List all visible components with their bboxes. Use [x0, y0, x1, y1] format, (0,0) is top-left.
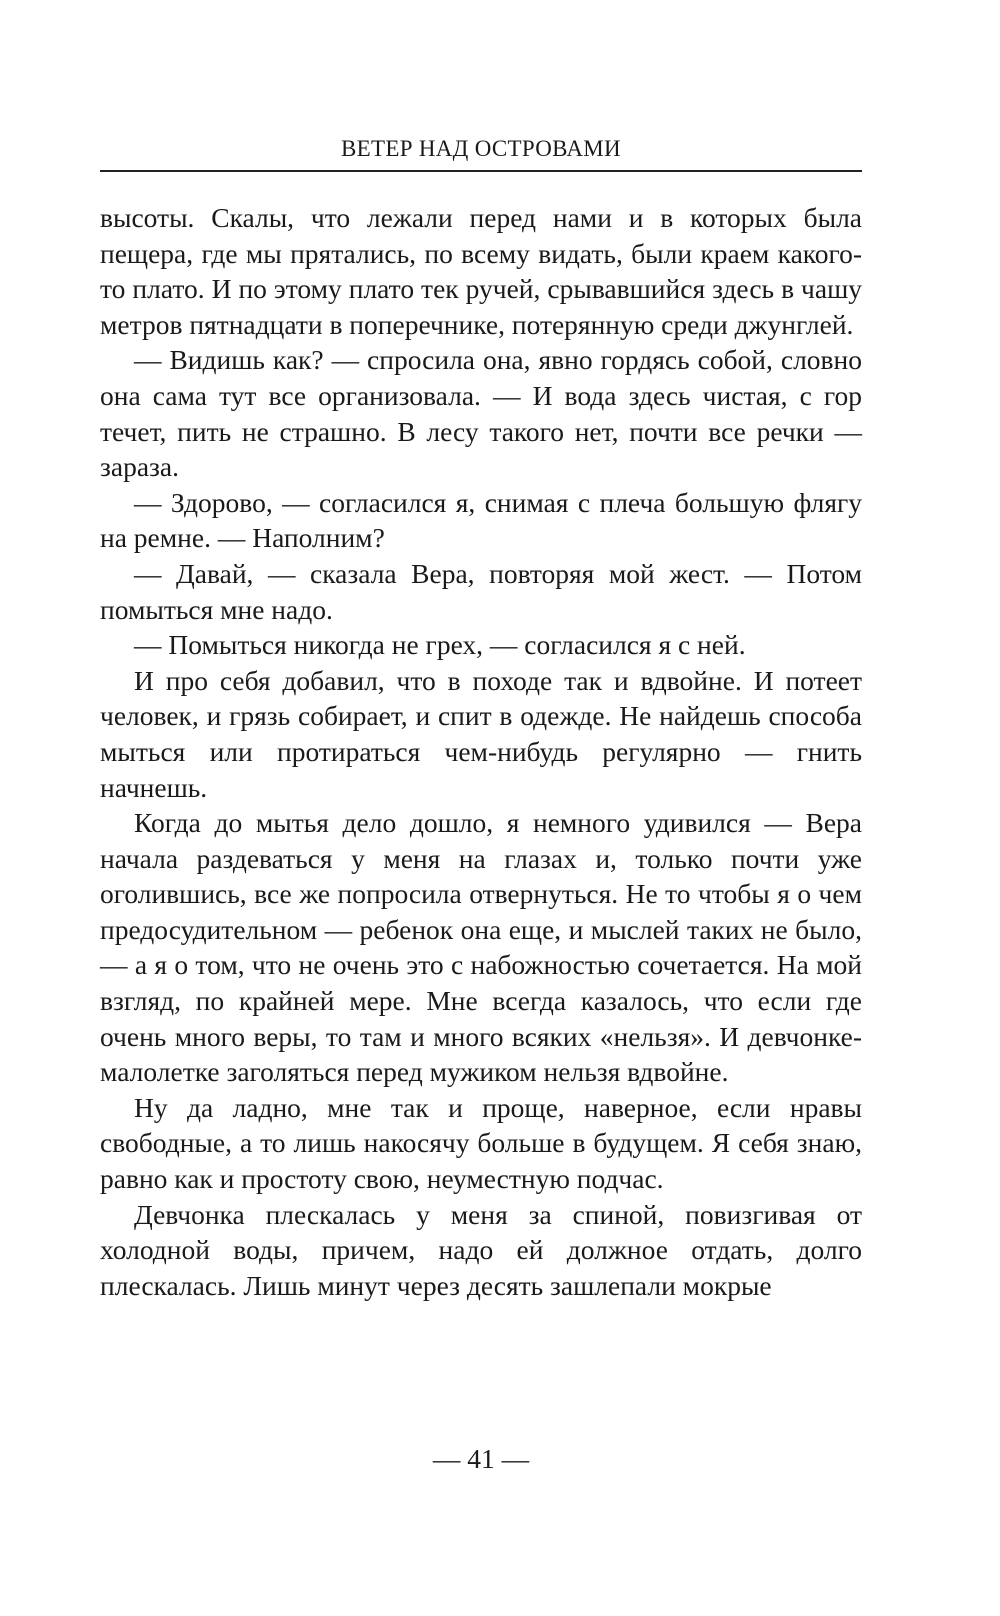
paragraph: И про себя добавил, что в походе так и вдвойне. И потеет человек, и грязь собирает, и спит в одежде. Не найдешь способа мыться или протираться чем-нибудь регулярно — гнить начнешь. — [100, 664, 862, 803]
book-page — [100, 0, 862, 1616]
body-text — [100, 200, 862, 1303]
paragraph: Девчонка плескалась у меня за спиной, повизгивая от холодной воды, причем, надо ей должное отдать, долго плескалась. Лишь минут через десять зашлепали мокрые — [100, 1198, 862, 1301]
paragraph: Ну да ладно, мне так и проще, наверное, если нравы свободные, а то лишь накосячу больше в будущем. Я себя знаю, равно как и простоту свою, неуместную подчас. — [100, 1091, 862, 1195]
paragraph: Когда до мытья дело дошло, я немного удивился — Вера начала раздеваться у меня на глазах и, только почти уже оголившись, все же попросила отвернуться. Не то чтобы я о чем предосудительном — ребенок она еще, и мыслей таких не было, — а я о том, что не очень это с набожностью сочетается. На мой взгляд, по крайней мере. Мне всегда казалось, что если где очень много веры, то там и много всяких «нельзя». И девчонке-малолетке заголяться перед мужиком нельзя вдвойне. — [100, 807, 862, 1088]
paragraph: высоты. Скалы, что лежали перед нами и в которых была пещера, где мы прятались, по всему видать, были краем какого-то плато. И по этому плато тек ручей, срывавшийся здесь в чашу метров пятнадцати в поперечнике, потерянную среди джунглей. — [100, 202, 862, 340]
paragraph: — Помыться никогда не грех, — согласился я с ней. — [134, 629, 746, 661]
page-number: — 41 — — [432, 1443, 530, 1474]
header-rule — [100, 170, 862, 172]
paragraph: — Давай, — сказала Вера, повторяя мой жест. — Потом помыться мне надо. — [100, 557, 862, 625]
paragraph: — Здорово, — согласился я, снимая с плеча большую флягу на ремне. — Наполним? — [100, 486, 862, 554]
paragraph: — Видишь как? — спросила она, явно гордясь собой, словно она сама тут все организовала. — И вода здесь чистая, с гор течет, пить не страшно. В лесу такого нет, почти все речки — зараза. — [100, 344, 862, 483]
running-head: ВЕТЕР НАД ОСТРОВАМИ — [341, 136, 621, 161]
